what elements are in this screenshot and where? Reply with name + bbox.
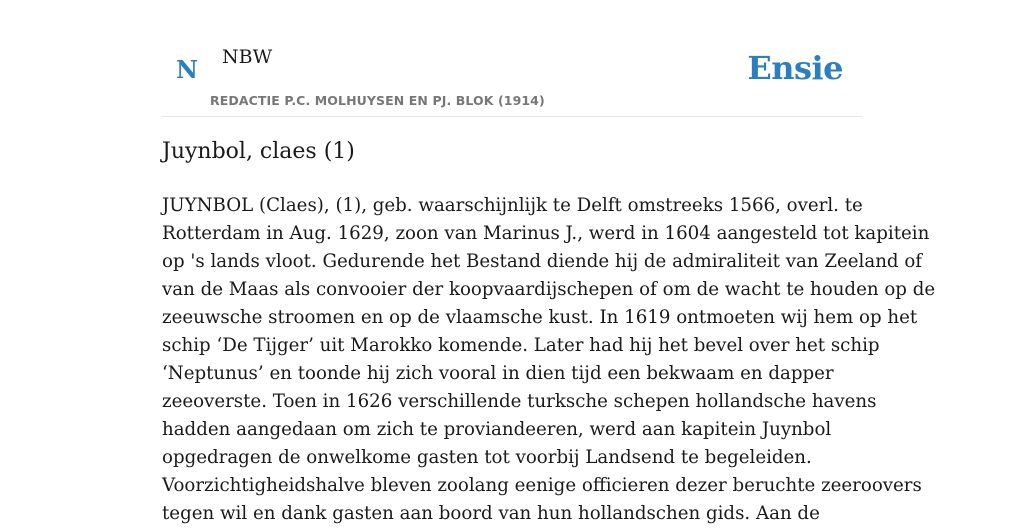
- body-line: JUYNBOL (Claes), (1), geb. waarschijnlijk te Delft omstreeks 1566, overl. te: [162, 195, 863, 216]
- body-line: zeeuwsche stroomen en op de vlaamsche kust. In 1619 ontmoeten wij hem op het: [162, 307, 918, 328]
- article-body: [162, 192, 936, 528]
- body-line: tegen wil en dank gasten aan boord van hun hollandschen gids. Aan de: [162, 503, 820, 524]
- page-title: Juynbol, claes (1): [162, 139, 355, 164]
- source-logo-link[interactable]: N: [176, 55, 198, 84]
- body-line: Voorzichtigheidshalve bleven zoolang eenige officieren dezer beruchte zeeroovers: [162, 475, 922, 496]
- source-subtitle: REDACTIE P.C. MOLHUYSEN EN PJ. BLOK (1914): [210, 93, 545, 108]
- header: [162, 0, 862, 117]
- body-line: opgedragen de onwelkome gasten tot voorbij Landsend te begeleiden.: [162, 447, 812, 468]
- body-line: van de Maas als convooier der koopvaardijschepen of om de wacht te houden op de: [162, 279, 936, 300]
- body-line: schip ‘De Tijger’ uit Marokko komende. Later had hij het bevel over het schip: [162, 335, 880, 356]
- source-name: NBW: [222, 46, 273, 68]
- body-line: hadden aangedaan om zich te proviandeeren, werd aan kapitein Juynbol: [162, 419, 832, 440]
- brand-logo-link[interactable]: Ensie: [747, 49, 843, 87]
- body-line: op 's lands vloot. Gedurende het Bestand diende hij de admiraliteit van Zeeland of: [162, 251, 923, 272]
- body-line: Rotterdam in Aug. 1629, zoon van Marinus J., werd in 1604 aangesteld tot kapitein: [162, 223, 930, 244]
- body-line: ‘Neptunus’ en toonde hij zich vooral in dien tijd een bekwaam en dapper: [162, 363, 834, 384]
- body-line: zeeoverste. Toen in 1626 verschillende turksche schepen hollandsche havens: [162, 391, 877, 412]
